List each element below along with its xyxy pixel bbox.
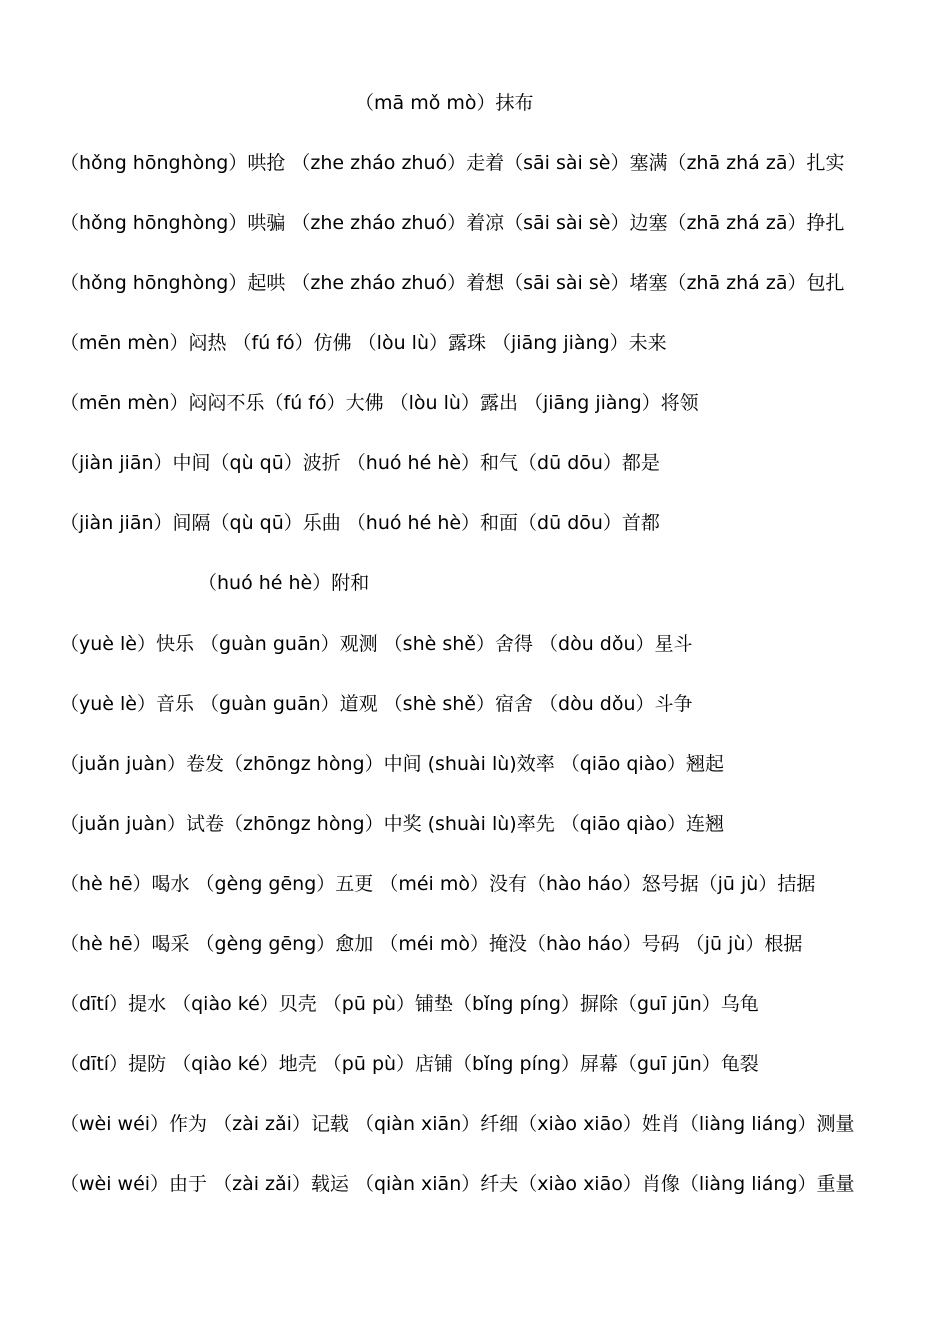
text-line: （jiàn jiān）间隔（qù qū）乐曲 （huó hé hè）和面（dū dōu）首都 <box>60 512 660 534</box>
text-line: （mēn mèn）闷热 （fú fó）仿佛 （lòu lù）露珠 （jiāng jiàng）未来 <box>60 332 667 354</box>
text-line: （hè hē）喝水 （gèng gēng）五更 （méi mò）没有（hào háo）怒号据（jū jù）拮据 <box>60 873 816 895</box>
text-line: （wèi wéi）作为 （zài zǎi）记载 （qiàn xiān）纤细（xiào xiāo）姓肖（liàng liáng）测量 <box>60 1113 855 1135</box>
text-line: （jiàn jiān）中间（qù qū）波折 （huó hé hè）和气（dū dōu）都是 <box>60 452 660 474</box>
text-line: （juǎn juàn）卷发（zhōngz hòng）中间 (shuài lù)效率 （qiāo qiào）翘起 <box>60 753 724 775</box>
text-line: （dītí）提防 （qiào ké）地壳 （pū pù）店铺（bǐng píng）屏幕（guī jūn）龟裂 <box>60 1053 759 1075</box>
text-line: （huó hé hè）附和 <box>198 572 370 594</box>
text-line: （mā mǒ mò）抹布 <box>355 92 534 114</box>
text-line: （juǎn juàn）试卷（zhōngz hòng）中奖 (shuài lù)率先 （qiāo qiào）连翘 <box>60 813 724 835</box>
text-line: （hǒng hōnghòng）起哄 （zhe zháo zhuó）着想（sāi sài sè）堵塞（zhā zhá zā）包扎 <box>60 272 845 294</box>
text-line: （yuè lè）快乐 （guàn guān）观测 （shè shě）舍得 （dòu dǒu）星斗 <box>60 633 693 655</box>
text-line: （hè hē）喝采 （gèng gēng）愈加 （méi mò）掩没（hào háo）号码 （jū jù）根据 <box>60 933 803 955</box>
text-line: （wèi wéi）由于 （zài zǎi）载运 （qiàn xiān）纤夫（xiào xiāo）肖像（liàng liáng）重量 <box>60 1173 855 1195</box>
text-line: （hǒng hōnghòng）哄抢 （zhe zháo zhuó）走着（sāi sài sè）塞满（zhā zhá zā）扎实 <box>60 152 845 174</box>
text-line: （mēn mèn）闷闷不乐（fú fó）大佛 （lòu lù）露出 （jiāng jiàng）将领 <box>60 392 699 414</box>
text-line: （hǒng hōnghòng）哄骗 （zhe zháo zhuó）着凉（sāi sài sè）边塞（zhā zhá zā）挣扎 <box>60 212 845 234</box>
text-line: （dītí）提水 （qiào ké）贝壳 （pū pù）铺垫（bǐng píng）摒除（guī jūn）乌龟 <box>60 993 759 1015</box>
text-line: （yuè lè）音乐 （guàn guān）道观 （shè shě）宿舍 （dòu dǒu）斗争 <box>60 693 693 715</box>
